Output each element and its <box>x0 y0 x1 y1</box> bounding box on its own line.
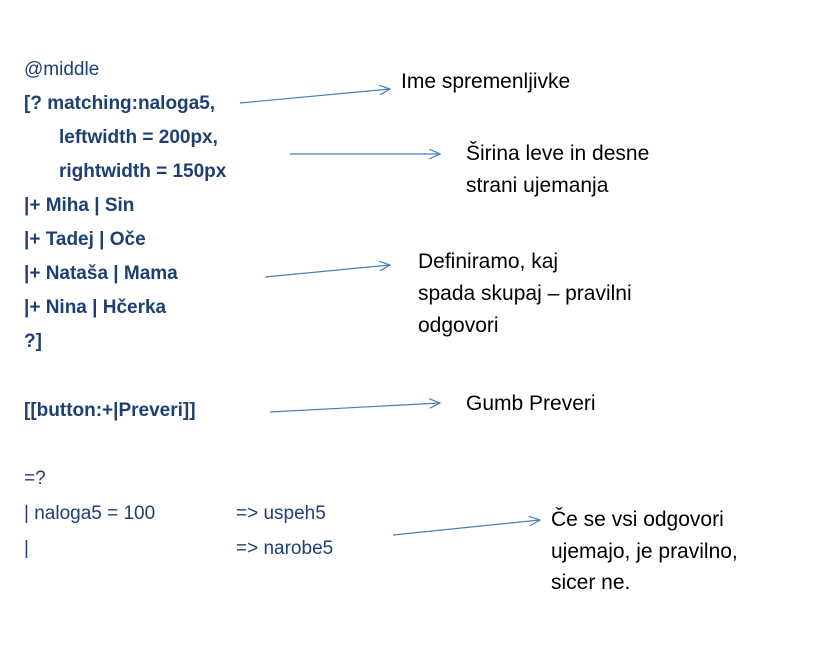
code-pair: |+ Tadej | Oče <box>24 229 146 250</box>
arrow-button <box>270 403 440 412</box>
note-result-line-2: ujemajo, je pravilno, <box>551 540 738 563</box>
code-leftwidth: leftwidth = 200px, <box>59 127 218 148</box>
note-result-line-1: Če se vsi odgovori <box>551 508 724 531</box>
code-condition-open: =? <box>24 468 46 489</box>
code-pair: |+ Nina | Hčerka <box>24 297 167 318</box>
code-pair: |+ Miha | Sin <box>24 195 135 216</box>
code-condition-row-2-left: | <box>24 538 29 559</box>
code-condition-row-1-left: | naloga5 = 100 <box>24 503 156 524</box>
arrow-condition <box>393 520 540 535</box>
code-condition-row-2-right: => narobe5 <box>236 538 334 559</box>
code-matching-close: ?] <box>24 331 42 352</box>
code-condition-row-1-right: => uspeh5 <box>236 503 326 524</box>
note-button: Gumb Preveri <box>466 392 596 415</box>
note-variable-name: Ime spremenljivke <box>401 70 571 93</box>
code-directive: @middle <box>24 59 100 80</box>
arrow-pairs <box>265 265 390 277</box>
code-pair: |+ Nataša | Mama <box>24 263 178 284</box>
code-matching-open: [? matching:naloga5, <box>24 93 216 114</box>
arrow-variable-name <box>240 89 390 103</box>
note-define-line-1: Definiramo, kaj <box>418 250 559 273</box>
note-width-line-2: strani ujemanja <box>466 174 609 197</box>
note-result-line-3: sicer ne. <box>551 571 631 594</box>
note-define-line-2: spada skupaj – pravilni <box>418 282 632 305</box>
code-button: [[button:+|Preveri]] <box>24 400 196 421</box>
code-rightwidth: rightwidth = 150px <box>59 161 227 182</box>
note-width-line-1: Širina leve in desne <box>466 142 650 165</box>
note-define-line-3: odgovori <box>418 314 499 337</box>
